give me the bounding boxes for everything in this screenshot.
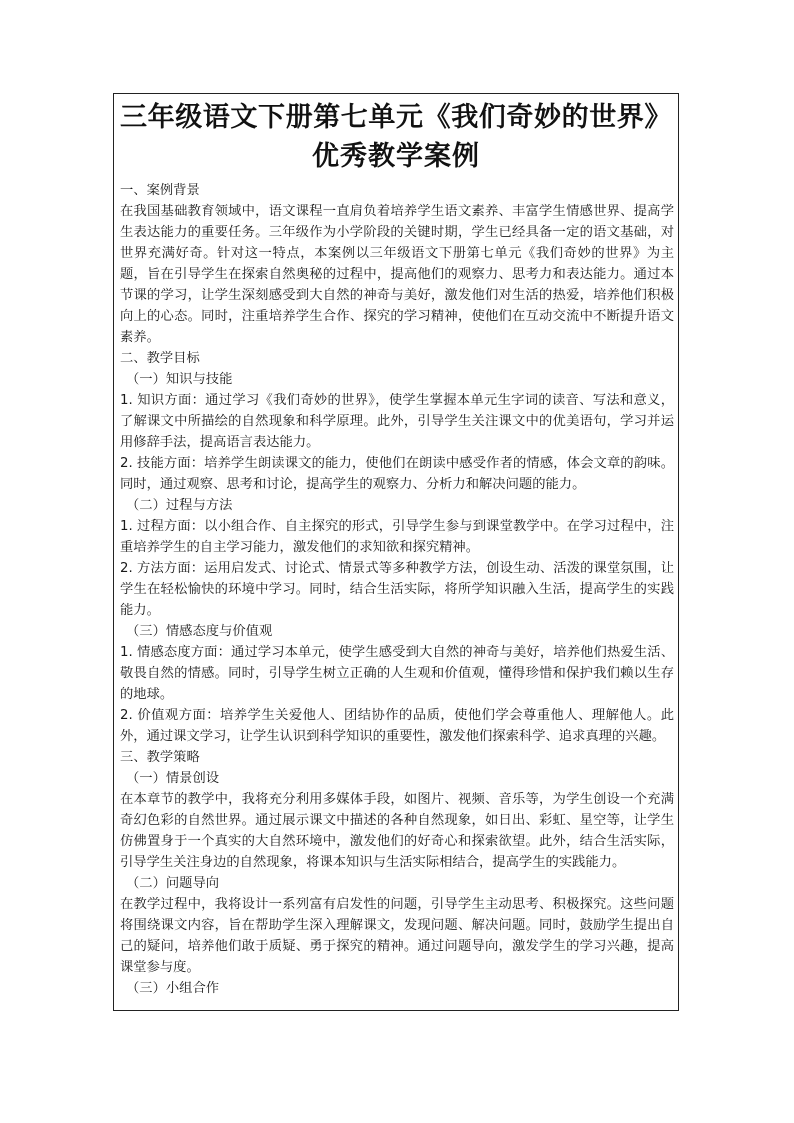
document-title-line-2: 优秀教学案例 <box>312 141 480 172</box>
emotion-item-1: 1. 情感态度方面：通过学习本单元，使学生感受到大自然的神奇与美好，培养他们热爱生活、敬畏自然的情感。同时，引导学生树立正确的人生观和价值观，懂得珍惜和保护我们赖以生存的地球。 <box>120 645 674 702</box>
document-body <box>114 180 678 999</box>
background-paragraph: 在我国基础教育领域中，语文课程一直肩负着培养学生语文素养、丰富学生情感世界、提高学生表达能力的重要任务。三年级作为小学阶段的关键时期，学生已经具备一定的语文基础，对世界充满好奇。针对这一特点，本案例以三年级语文下册第七单元《我们奇妙的世界》为主题，旨在引导学生在探索自然奥秘的过程中，提高他们的观察力、思考力和表达能力。通过本节课的学习，让学生深刻感受到大自然的神奇与美好，激发他们对生活的热爱，培养他们积极向上的心态。同时，注重培养学生合作、探究的学习精神，使他们在互动交流中不断提升语文素养。 <box>120 204 674 345</box>
subheading-knowledge-skills: （一）知识与技能 <box>126 372 233 387</box>
document-frame <box>113 93 679 1011</box>
emotion-item-2: 2. 价值观方面：培养学生关爱他人、团结协作的品质，使他们学会尊重他人、理解他人。此外，通过课文学习，让学生认识到科学知识的重要性，激发他们探索科学、追求真理的兴趣。 <box>120 708 674 744</box>
document-title-line-1: 三年级语文下册第七单元《我们奇妙的世界》 <box>120 102 672 133</box>
subheading-situation: （一）情景创设 <box>126 771 220 786</box>
subheading-group-cooperation: （三）小组合作 <box>126 981 220 996</box>
section-heading-strategy: 三、教学策略 <box>120 750 200 765</box>
subheading-emotion-values: （三）情感态度与价值观 <box>126 624 273 639</box>
subheading-process-method: （二）过程与方法 <box>126 498 233 513</box>
section-heading-goals: 二、教学目标 <box>120 351 200 366</box>
knowledge-item-1: 1. 知识方面：通过学习《我们奇妙的世界》，使学生掌握本单元生字词的读音、写法和意义，了解课文中所描绘的自然现象和科学原理。此外，引导学生关注课文中的优美语句，学习并运用修辞手法，提高语言表达能力。 <box>120 393 674 450</box>
knowledge-item-2: 2. 技能方面：培养学生朗读课文的能力，使他们在朗读中感受作者的情感，体会文章的韵味。同时，通过观察、思考和讨论，提高学生的观察力、分析力和解决问题的能力。 <box>120 456 674 492</box>
question-paragraph: 在教学过程中，我将设计一系列富有启发性的问题，引导学生主动思考、积极探究。这些问题将围绕课文内容，旨在帮助学生深入理解课文，发现问题、解决问题。同时，鼓励学生提出自己的疑问，培养他们敢于质疑、勇于探究的精神。通过问题导向，激发学生的学习兴趣，提高课堂参与度。 <box>120 897 674 975</box>
process-item-2: 2. 方法方面：运用启发式、讨论式、情景式等多种教学方法，创设生动、活泼的课堂氛围，让学生在轻松愉快的环境中学习。同时，结合生活实际，将所学知识融入生活，提高学生的实践能力。 <box>120 561 674 618</box>
process-item-1: 1. 过程方面：以小组合作、自主探究的形式，引导学生参与到课堂教学中。在学习过程中，注重培养学生的自主学习能力，激发他们的求知欲和探究精神。 <box>120 519 674 555</box>
subheading-question-oriented: （二）问题导向 <box>126 876 220 891</box>
situation-paragraph: 在本章节的教学中，我将充分利用多媒体手段，如图片、视频、音乐等，为学生创设一个充满奇幻色彩的自然世界。通过展示课文中描述的各种自然现象，如日出、彩虹、星空等，让学生仿佛置身于一个真实的大自然环境中，激发他们的好奇心和探索欲望。此外，结合生活实际，引导学生关注身边的自然现象，将课本知识与生活实际相结合，提高学生的实践能力。 <box>120 792 674 870</box>
section-heading-background: 一、案例背景 <box>120 183 200 198</box>
